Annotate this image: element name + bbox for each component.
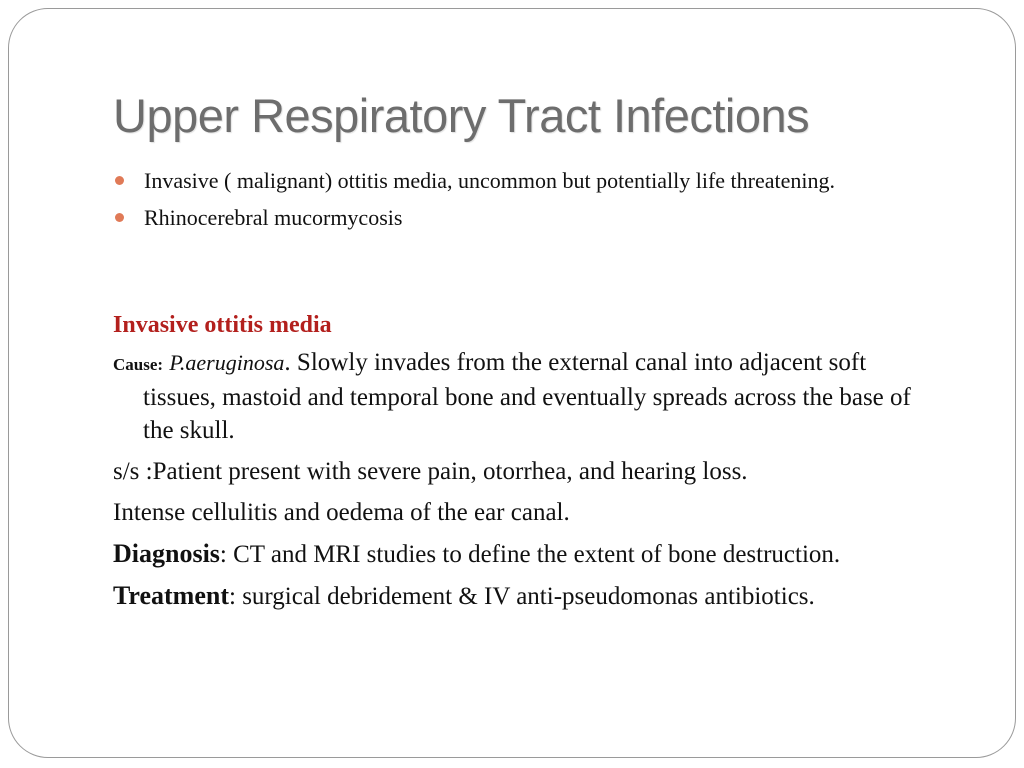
treatment-text: : surgical debridement & IV anti-pseudomonas antibiotics. [229,583,815,610]
cause-text: . Slowly invades from the external canal into adjacent soft tissues, mastoid and temporal bone and eventually spreads across the base of the skull. [143,349,911,444]
bullet-text: Rhinocerebral mucormycosis [144,205,403,230]
bullet-text: Invasive ( malignant) ottitis media, uncommon but potentially life threatening. [144,168,836,193]
bullet-list [113,166,913,240]
cause-organism: P.aeruginosa [169,350,285,375]
cause-label: Cause: [113,355,164,374]
section-heading: Invasive ottitis media [113,312,332,338]
diagnosis-text: : CT and MRI studies to define the extent of bone destruction. [219,541,841,568]
bullet-dot-icon [115,213,124,222]
bullet-item [113,166,913,195]
slide-body [113,308,933,621]
treatment-paragraph [113,579,933,613]
symptoms-paragraph: s/s :Patient present with severe pain, otorrhea, and hearing loss. [113,458,748,485]
findings-paragraph: Intense cellulitis and oedema of the ear canal. [113,499,570,526]
slide-title: Upper Respiratory Tract Infections [113,89,810,142]
diagnosis-label: Diagnosis [113,539,220,568]
diagnosis-paragraph [113,537,933,571]
bullet-dot-icon [115,176,124,185]
treatment-label: Treatment [113,581,229,610]
cause-paragraph [113,346,933,447]
bullet-item [113,203,913,232]
